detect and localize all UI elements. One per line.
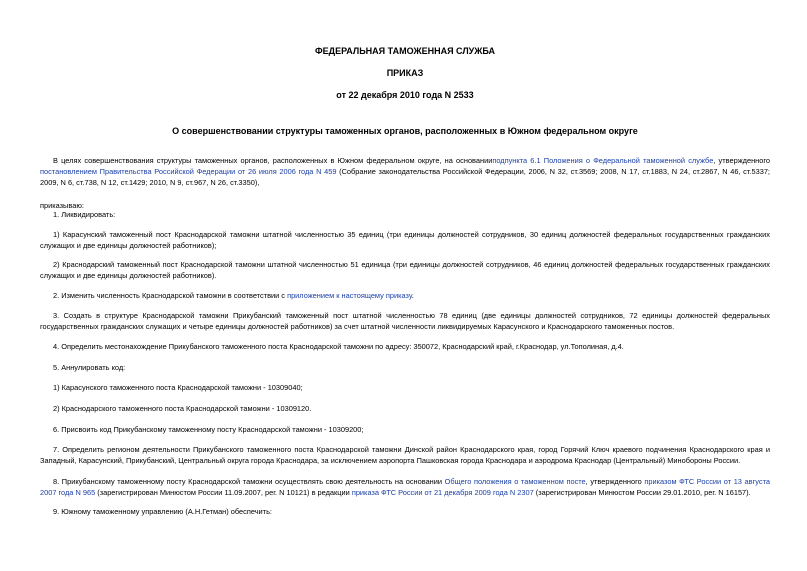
preamble-text-1: В целях совершенствования структуры таможенных органов, расположенных в Южном федеральном округе, на основании	[53, 156, 493, 165]
link-appendix[interactable]: приложением к настоящему приказу	[287, 291, 412, 300]
item-2-end: .	[411, 291, 414, 300]
agency-heading: ФЕДЕРАЛЬНАЯ ТАМОЖЕННАЯ СЛУЖБА	[314, 46, 496, 56]
link-order-965[interactable]: приказом ФТС России от 13 августа 2007 года N 965	[40, 477, 770, 497]
item-7: 7. Определить регионом деятельности Прикубанского таможенного поста Краснодарской таможни Динской район Краснодарского края, город Горячий Ключ краевого подчинения Краснодарского края и Западный, Карасунский, Прикубанский, Центральный округа города Краснодара, за исключением аэропорта Пашковская города Краснодара и аэродрома Краснодар (Центральный) Минобороны России.	[40, 445, 770, 465]
item-5: 5. Аннулировать код:	[53, 363, 126, 372]
item-8-text-2: , утвержденного	[585, 477, 645, 486]
link-regulation-fts[interactable]: подпункта 6.1 Положения о Федеральной таможенной службе	[492, 156, 714, 165]
item-1-1: 1) Карасунский таможенный пост Краснодарской таможни штатной численностью 35 единиц (три единицы должностей сотрудников, 30 единиц должностей федеральных государственных гражданских служащих и две единицы должностей работников);	[40, 230, 770, 250]
item-4: 4. Определить местонахождение Прикубанского таможенного поста Краснодарской таможни по адресу: 350072, Краснодарский край, г.Краснодар, ул.Тополиная, д.4.	[53, 342, 624, 351]
item-8-text-4: (зарегистрирован Минюстом России 29.01.2010, рег. N 16157).	[533, 488, 751, 497]
item-8-text-3: (зарегистрирован Минюстом России 11.09.2007, рег. N 10121) в редакции	[95, 488, 352, 497]
item-2	[40, 290, 770, 301]
document-title: О совершенствовании структуры таможенных органов, расположенных в Южном федеральном округе	[172, 126, 638, 136]
document-date-heading: от 22 декабря 2010 года N 2533	[336, 90, 474, 100]
item-1: 1. Ликвидировать:	[53, 210, 116, 219]
order-word: приказываю:	[40, 201, 84, 210]
item-8-text-1: 8. Прикубанскому таможенному посту Краснодарской таможни осуществлять свою деятельность на основании	[53, 477, 445, 486]
document-type-heading: ПРИКАЗ	[386, 68, 424, 78]
preamble-text-2: , утвержденного	[713, 156, 770, 165]
item-5-2: 2) Краснодарского таможенного поста Краснодарской таможни - 10309120.	[53, 404, 312, 413]
item-9: 9. Южному таможенному управлению (А.Н.Гетман) обеспечить:	[53, 507, 272, 516]
item-2-text: 2. Изменить численность Краснодарской таможни в соответствии с	[53, 291, 288, 300]
item-3: 3. Создать в структуре Краснодарской таможни Прикубанский таможенный пост штатной численностью 78 единиц (две единицы должностей сотрудников, 72 единицы должностей федеральных государственных гражданских служащих и четыре единицы должностей работников) за счет штатной численности ликвидируемых Карасунского и Краснодарского таможенных постов.	[40, 311, 770, 331]
link-general-provision[interactable]: Общего положения о таможенном посте	[444, 477, 586, 486]
preamble-paragraph	[40, 155, 770, 188]
link-government-decree[interactable]: постановлением Правительства Российской Федерации от 26 июля 2006 года N 459	[40, 167, 337, 176]
link-order-2307[interactable]: приказа ФТС России от 21 декабря 2009 года N 2307	[351, 488, 534, 497]
item-8	[40, 476, 770, 498]
item-1-2: 2) Краснодарский таможенный пост Краснодарской таможни штатной численностью 51 единица (три единицы должностей сотрудников, 46 единиц должностей федеральных государственных гражданских служащих и две единицы должностей работников).	[40, 260, 770, 280]
preamble-text-3: (Собрание законодательства Российской Федерации, 2006, N 32, ст.3569; 2008, N 17, ст.1883, N 24, ст.2867, N 46, ст.5337; 2009, N 6, ст.738, N 12, ст.1429; 2010, N 9, ст.967, N 26, ст.3350),	[40, 167, 770, 187]
item-5-1: 1) Карасунского таможенного поста Краснодарской таможни - 10309040;	[53, 383, 303, 392]
item-6: 6. Присвоить код Прикубанскому таможенному посту Краснодарской таможни - 10309200;	[53, 425, 364, 434]
